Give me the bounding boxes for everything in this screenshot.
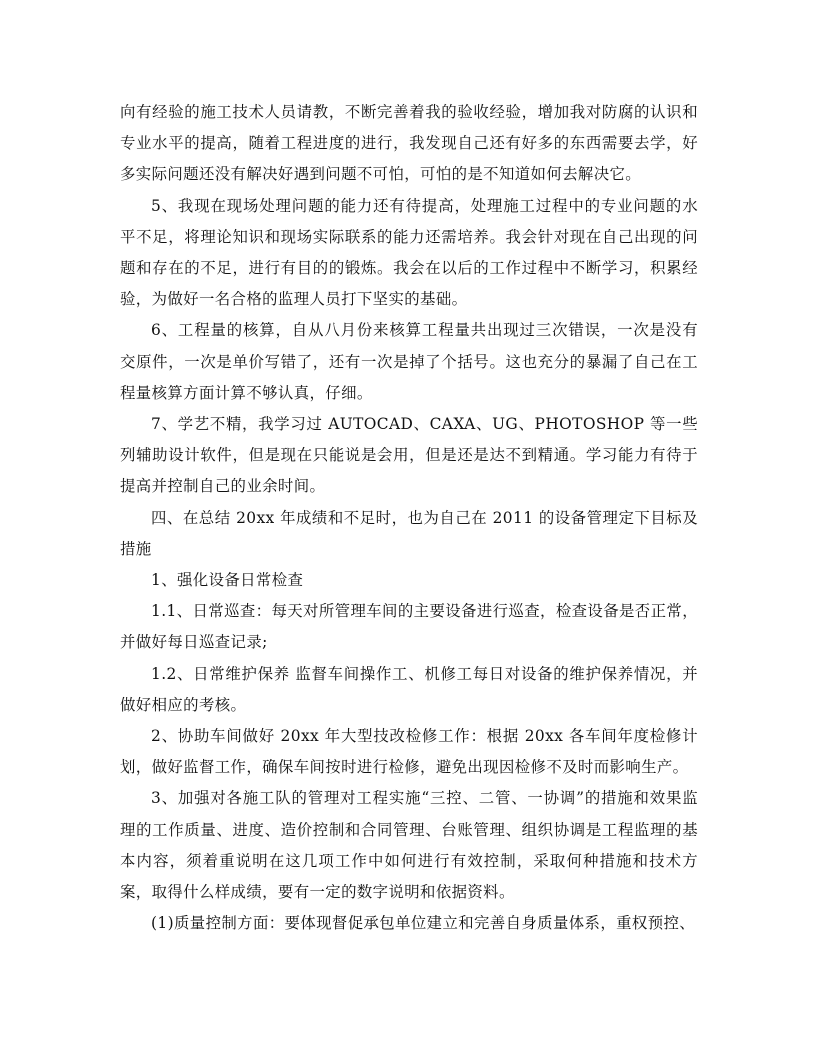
paragraph-item-1-2: 1.2、日常维护保养 监督车间操作工、机修工每日对设备的维护保养情况，并做好相应的考核。: [120, 664, 698, 714]
paragraph-item-6: 6、工程量的核算，自从八月份来核算工程量共出现过三次错误，一次是没有交原件，一次是单价写错了，还有一次是掉了个括号。这也充分的暴漏了自己在工程量核算方面计算不够认真，仔细。: [120, 321, 698, 402]
paragraph-continuation: 向有经验的施工技术人员请教，不断完善着我的验收经验，增加我对防腐的认识和专业水平的提高，随着工程进度的进行，我发现自己还有好多的东西需要去学，好多实际问题还没有解决好遇到问题不可怕，可怕的是不知道如何去解决它。: [120, 103, 698, 184]
paragraph-item-7: 7、学艺不精，我学习过 AUTOCAD、CAXA、UG、PHOTOSHOP 等一些列辅助设计软件，但是现在只能说是会用，但是还是达不到精通。学习能力有待于提高并控制自己的业余时间。: [120, 415, 698, 496]
paragraph-item-2: 2、协助车间做好 20xx 年大型技改检修工作：根据 20xx 各车间年度检修计划，做好监督工作，确保车间按时进行检修，避免出现因检修不及时而影响生产。: [120, 727, 698, 777]
paragraph-item-3: 3、加强对各施工队的管理对工程实施“三控、二管、一协调”的措施和效果监理的工作质量、进度、造价控制和合同管理、台账管理、组织协调是工程监理的基本内容，须着重说明在这几项工作中如何进行有效控制，采取何种措施和技术方案，取得什么样成绩，要有一定的数字说明和依据资料。: [120, 789, 698, 902]
paragraph-item-1-1: 1.1、日常巡查：每天对所管理车间的主要设备进行巡查，检查设备是否正常，并做好每日巡查记录;: [120, 602, 698, 652]
subheading-1: 1、强化设备日常检查: [151, 571, 304, 590]
section-heading-four: 四、在总结 20xx 年成绩和不足时，也为自己在 2011 的设备管理定下目标及措施: [120, 508, 698, 558]
paragraph-item-5: 5、我现在现场处理问题的能力还有待提高，处理施工过程中的专业问题的水平不足，将理论知识和现场实际联系的能力还需培养。我会针对现在自己出现的问题和存在的不足，进行有目的的锻炼。我会在以后的工作过程中不断学习，积累经验，为做好一名合格的监理人员打下坚实的基础。: [120, 196, 698, 309]
paragraph-quality-control: (1)质量控制方面：要体现督促承包单位建立和完善自身质量体系，重权预控、: [151, 914, 696, 933]
document-body: [120, 97, 698, 939]
